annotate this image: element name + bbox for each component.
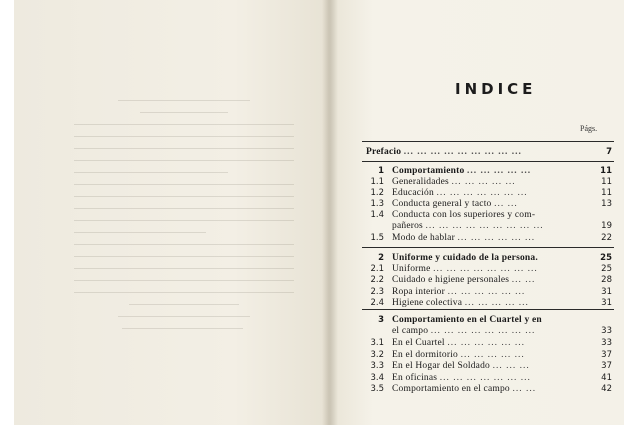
toc-entry-number: 3.2 <box>370 350 384 360</box>
toc-entry-page: 31 <box>601 287 612 297</box>
toc-entry-page: 37 <box>601 361 612 371</box>
toc-entry[interactable] <box>366 232 612 244</box>
toc-entry-page: 11 <box>600 166 612 176</box>
toc-entry-label: Cuidado e higiene personales <box>392 275 510 285</box>
toc-entry-number: 3.1 <box>370 338 384 348</box>
leader-dots: ... ... ... <box>492 361 530 371</box>
leader-dots: ... ... ... ... ... ... ... ... ... <box>403 147 522 157</box>
toc-entry-page: 37 <box>601 350 612 360</box>
toc-entry-number: 3.3 <box>370 361 384 371</box>
toc-entry-label: Uniforme <box>392 264 431 274</box>
toc-entry-label: Educación <box>392 188 434 198</box>
toc-entry[interactable] <box>366 360 612 372</box>
leader-dots: ... ... <box>512 384 537 394</box>
toc-entry-page: 41 <box>601 373 612 383</box>
toc-entry-page: 33 <box>601 338 612 348</box>
toc-entry-label: Comportamiento <box>392 166 465 176</box>
section-rule <box>362 247 614 248</box>
toc-entry-page: 11 <box>601 188 612 198</box>
toc-entry-label: Conducta con los superiores y com- <box>392 210 536 220</box>
leader-dots: ... ... ... ... ... <box>464 298 529 308</box>
toc-entry-page: 13 <box>601 199 612 209</box>
toc-entry-label: En el Hogar del Soldado <box>392 361 490 371</box>
leader-dots: ... ... ... ... ... ... ... <box>439 373 531 383</box>
toc-entry-preface[interactable] <box>366 146 612 158</box>
leader-dots: ... ... <box>511 275 536 285</box>
toc-entry-page: 19 <box>601 221 612 231</box>
toc-entry-page: 28 <box>601 275 612 285</box>
toc-entry-label: En el dormitorio <box>392 350 458 360</box>
toc-entry-number: 1.5 <box>370 233 384 243</box>
toc-entry[interactable] <box>366 383 612 395</box>
toc-entry-number: 3.4 <box>370 373 384 383</box>
toc-entry-label: Generalidades <box>392 177 449 187</box>
leader-dots: ... ... <box>494 199 518 209</box>
toc-entry-label: pañeros <box>392 221 423 231</box>
leader-dots: ... ... ... ... ... ... <box>457 233 536 243</box>
toc-entry-number: 1.2 <box>370 188 384 198</box>
toc-entry-label: Prefacio <box>366 147 402 157</box>
toc-entry[interactable] <box>366 337 612 349</box>
toc-entry-page: 7 <box>606 147 612 157</box>
toc-entry-number: 1.4 <box>370 210 384 220</box>
toc-entry-number: 2.3 <box>370 287 384 297</box>
toc-entry-page: 33 <box>601 326 612 336</box>
toc-entry-number: 2.4 <box>370 298 384 308</box>
leader-dots: ... ... ... ... ... <box>467 166 532 176</box>
toc-entry-label: Higiene colectiva <box>392 298 463 308</box>
toc-entry-page: 22 <box>601 233 612 243</box>
toc-entry-number: 3 <box>378 315 384 325</box>
index-title: INDICE <box>455 80 537 98</box>
leader-dots: ... ... ... ... ... ... ... <box>436 188 528 198</box>
toc-entry-number: 3.5 <box>370 384 384 394</box>
toc-entry-number: 2 <box>378 253 384 263</box>
leader-dots: ... ... ... ... ... ... <box>447 287 526 297</box>
toc-entry-label: En el Cuartel <box>392 338 445 348</box>
toc-entry[interactable] <box>366 274 612 286</box>
leader-dots: ... ... ... ... ... ... ... ... <box>433 264 538 274</box>
toc-entry-label: Conducta general y tacto <box>392 199 492 209</box>
toc-entry-label: el campo <box>392 326 429 336</box>
left-page <box>14 0 329 425</box>
leader-dots: ... ... ... ... ... ... ... ... <box>430 326 536 336</box>
toc-entry-page: 25 <box>600 253 612 263</box>
toc-entry-number: 2.1 <box>370 264 384 274</box>
book-gutter <box>322 0 338 425</box>
toc-entry-label: En oficinas <box>392 373 438 383</box>
section-rule <box>362 161 614 162</box>
toc-entry-number: 1 <box>378 166 384 176</box>
toc-entry-label: Ropa interior <box>392 287 445 297</box>
toc-entry-label: Comportamiento en el Cuartel y en <box>392 315 542 325</box>
toc-entry[interactable] <box>366 325 612 337</box>
leader-dots: ... ... ... ... ... ... ... ... ... <box>425 221 544 231</box>
toc-entry-page: 42 <box>601 384 612 394</box>
toc-entry-page: 31 <box>601 298 612 308</box>
toc-entry[interactable] <box>366 297 612 309</box>
section-rule <box>362 309 614 310</box>
leader-dots: ... ... ... ... ... <box>460 350 525 360</box>
toc-entry-number: 1.1 <box>370 177 384 187</box>
leader-dots: ... ... ... ... ... ... <box>447 338 525 348</box>
toc-entry-number: 1.3 <box>370 199 384 209</box>
leader-dots: ... ... ... ... ... <box>451 177 516 187</box>
show-through-text <box>74 100 294 400</box>
toc-entry-number: 2.2 <box>370 275 384 285</box>
toc-entry-page: 25 <box>601 264 612 274</box>
toc-entry-page: 11 <box>601 177 612 187</box>
toc-entry-label: Uniforme y cuidado de la persona. <box>392 253 538 263</box>
toc-entry[interactable] <box>366 220 612 232</box>
toc-entry-label: Comportamiento en el campo <box>392 384 510 394</box>
toc-entry-label: Modo de hablar <box>392 233 455 243</box>
header-rule <box>362 141 614 142</box>
pages-column-header: Págs. <box>580 124 598 133</box>
